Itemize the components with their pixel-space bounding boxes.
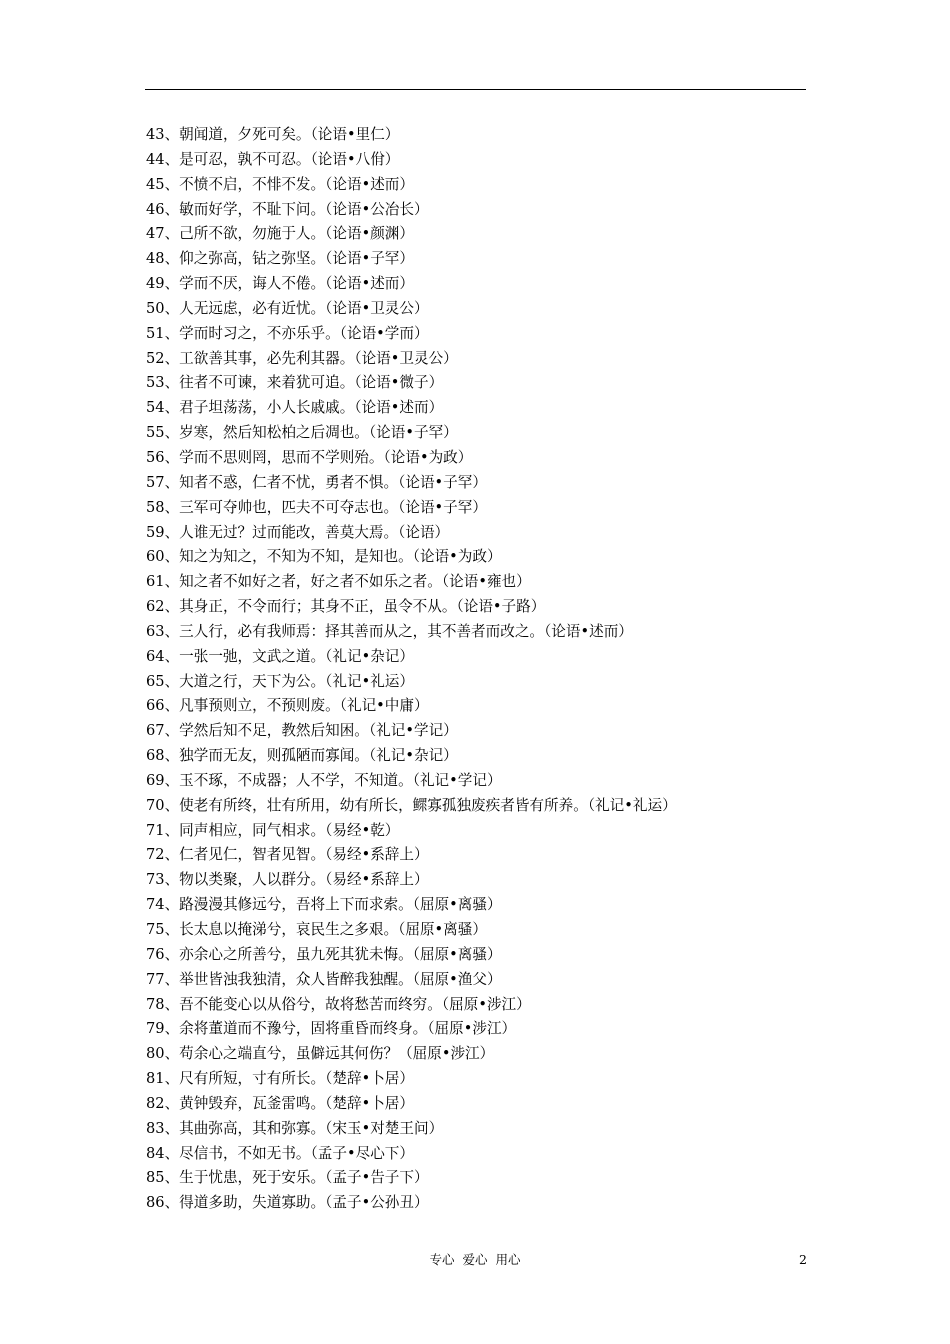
quote-line: 51、学而时习之，不亦乐乎。（论语•学而） xyxy=(146,324,429,342)
quote-line: 45、不愤不启，不悱不发。（论语•述而） xyxy=(146,175,414,193)
quote-line: 44、是可忍，孰不可忍。（论语•八佾） xyxy=(146,150,400,168)
quote-line: 52、工欲善其事，必先利其器。（论语•卫灵公） xyxy=(146,349,458,367)
quote-line: 55、岁寒，然后知松柏之后凋也。（论语•子罕） xyxy=(146,424,458,442)
quote-line: 64、一张一弛，文武之道。（礼记•杂记） xyxy=(146,647,414,665)
quote-line: 79、余将董道而不豫兮，固将重昏而终身。（屈原•涉江） xyxy=(146,1020,517,1038)
quote-line: 73、物以类聚，人以群分。（易经•系辞上） xyxy=(146,871,429,889)
quote-line: 50、人无远虑，必有近忧。（论语•卫灵公） xyxy=(146,299,429,317)
quote-line: 62、其身正，不令而行；其身不正，虽令不从。（论语•子路） xyxy=(146,598,546,616)
quote-line: 57、知者不惑，仁者不忧，勇者不惧。（论语•子罕） xyxy=(146,473,487,491)
quote-line: 69、玉不琢，不成器；人不学，不知道。（礼记•学记） xyxy=(146,771,502,789)
quote-line: 78、吾不能变心以从俗兮，故将愁苦而终穷。（屈原•涉江） xyxy=(146,995,531,1013)
page-number: 2 xyxy=(799,1252,807,1267)
quote-line: 46、敏而好学，不耻下问。（论语•公冶长） xyxy=(146,200,429,218)
quote-line: 59、人谁无过？过而能改，善莫大焉。（论语） xyxy=(146,523,450,541)
quote-line: 47、己所不欲，勿施于人。（论语•颜渊） xyxy=(146,225,414,243)
quote-line: 76、亦余心之所善兮，虽九死其犹未悔。（屈原•离骚） xyxy=(146,945,502,963)
quote-line: 70、使老有所终，壮有所用，幼有所长，鳏寡孤独废疾者皆有所养。（礼记•礼运） xyxy=(146,796,677,814)
quote-line: 58、三军可夺帅也，匹夫不可夺志也。（论语•子罕） xyxy=(146,498,487,516)
quote-line: 77、举世皆浊我独清，众人皆醉我独醒。（屈原•渔父） xyxy=(146,970,502,988)
quote-line: 84、尽信书，不如无书。（孟子•尽心下） xyxy=(146,1144,414,1162)
quote-line: 83、其曲弥高，其和弥寡。（宋玉•对楚王问） xyxy=(146,1119,444,1137)
header-rule xyxy=(145,89,806,90)
quote-list xyxy=(146,123,846,1216)
quote-line: 86、得道多助，失道寡助。（孟子•公孙丑） xyxy=(146,1194,429,1212)
quote-line: 82、黄钟毁弃，瓦釜雷鸣。（楚辞•卜居） xyxy=(146,1094,414,1112)
quote-line: 68、独学而无友，则孤陋而寡闻。（礼记•杂记） xyxy=(146,747,458,765)
quote-line: 65、大道之行，天下为公。（礼记•礼运） xyxy=(146,672,414,690)
quote-line: 54、君子坦荡荡，小人长戚戚。（论语•述而） xyxy=(146,399,444,417)
quote-line: 63、三人行，必有我师焉：择其善而从之，其不善者而改之。（论语•述而） xyxy=(146,622,633,640)
quote-line: 80、苟余心之端直兮，虽僻远其何伤？（屈原•涉江） xyxy=(146,1045,495,1063)
quote-line: 53、往者不可谏，来着犹可追。（论语•微子） xyxy=(146,374,444,392)
quote-line: 43、朝闻道，夕死可矣。（论语•里仁） xyxy=(146,126,400,143)
quote-line: 49、学而不厌，诲人不倦。（论语•述而） xyxy=(146,275,414,293)
quote-line: 56、学而不思则罔，思而不学则殆。（论语•为政） xyxy=(146,448,473,466)
quote-line: 81、尺有所短，寸有所长。（楚辞•卜居） xyxy=(146,1070,414,1088)
quote-line: 61、知之者不如好之者，好之者不如乐之者。（论语•雍也） xyxy=(146,573,531,591)
quote-line: 71、同声相应，同气相求。（易经•乾） xyxy=(146,821,400,839)
quote-line: 72、仁者见仁，智者见智。（易经•系辞上） xyxy=(146,846,429,864)
quote-line: 67、学然后知不足，教然后知困。（礼记•学记） xyxy=(146,722,458,740)
quote-line: 85、生于忧患，死于安乐。（孟子•告子下） xyxy=(146,1169,429,1187)
footer-text: 专心 爱心 用心 xyxy=(429,1252,521,1267)
quote-line: 60、知之为知之，不知为不知，是知也。（论语•为政） xyxy=(146,548,502,566)
quote-line: 66、凡事预则立，不预则废。（礼记•中庸） xyxy=(146,697,429,715)
quote-line: 75、长太息以掩涕兮，哀民生之多艰。（屈原•离骚） xyxy=(146,921,487,938)
quote-line: 74、路漫漫其修远兮，吾将上下而求索。（屈原•离骚） xyxy=(146,896,502,914)
quote-line: 48、仰之弥高，钻之弥坚。（论语•子罕） xyxy=(146,250,414,268)
